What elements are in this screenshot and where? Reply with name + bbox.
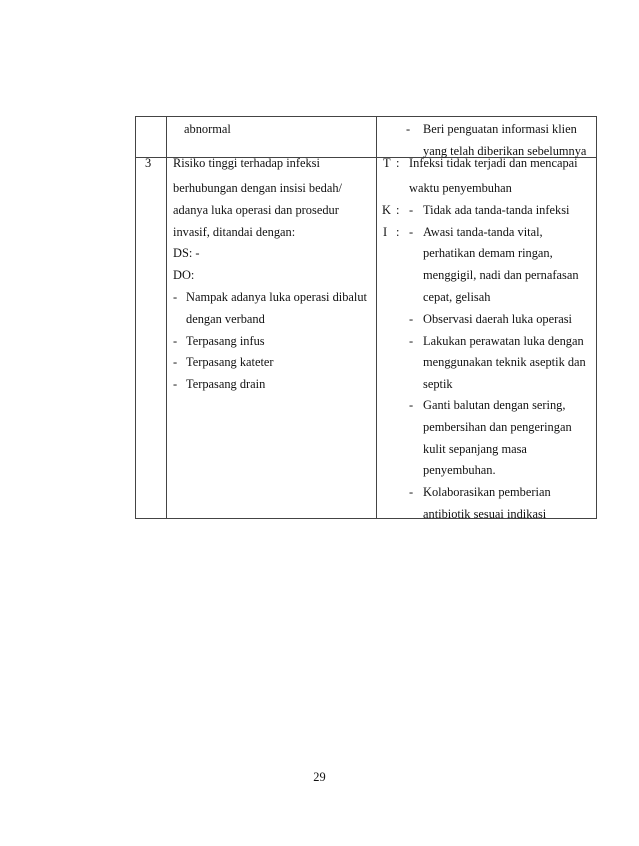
nursing-care-table <box>135 116 597 519</box>
goal-text: Infeksi tidak terjadi dan mencapai <box>409 156 578 170</box>
do-item-text: dengan verband <box>186 312 265 326</box>
goal-label: T <box>383 156 391 170</box>
label-colon: : <box>396 225 400 239</box>
intervention-text: perhatikan demam ringan, <box>423 246 553 260</box>
intervention-text: pembersihan dan pengeringan <box>423 420 572 434</box>
diagnosis-text: berhubungan dengan insisi bedah/ <box>173 181 342 195</box>
row-number: 3 <box>145 156 152 170</box>
bullet-dash: - <box>406 122 411 136</box>
goal-text: waktu penyembuhan <box>409 181 512 195</box>
intervention-text: Beri penguatan informasi klien <box>423 122 577 136</box>
bullet-dash: - <box>409 485 414 499</box>
criteria-label: K <box>382 203 391 217</box>
intervention-text: Ganti balutan dengan sering, <box>423 398 566 412</box>
diagnosis-text: adanya luka operasi dan prosedur <box>173 203 339 217</box>
bullet-dash: - <box>409 203 414 217</box>
intervention-text: antibiotik sesuai indikasi <box>423 507 547 521</box>
diagnosis-text: invasif, ditandai dengan: <box>173 225 296 239</box>
do-item-text: Nampak adanya luka operasi dibalut <box>186 290 367 304</box>
label-colon: : <box>396 156 400 170</box>
intervention-text: cepat, gelisah <box>423 290 491 304</box>
diagnosis-continued-text: abnormal <box>184 122 231 136</box>
intervention-text: yang telah diberikan sebelumnya <box>423 144 587 158</box>
do-item-text: Terpasang kateter <box>186 355 274 369</box>
intervention-text: kulit sepanjang masa <box>423 442 527 456</box>
intervention-text: Kolaborasikan pemberian <box>423 485 551 499</box>
intervention-text: Lakukan perawatan luka dengan <box>423 334 584 348</box>
column-divider-number <box>166 117 167 518</box>
bullet-dash: - <box>409 398 414 412</box>
intervention-label: I <box>383 225 388 239</box>
intervention-text: menggigil, nadi dan pernafasan <box>423 268 579 282</box>
bullet-dash: - <box>409 334 414 348</box>
do-item-text: Terpasang drain <box>186 377 266 391</box>
intervention-text: Observasi daerah luka operasi <box>423 312 572 326</box>
do-item-text: Terpasang infus <box>186 334 265 348</box>
do-label: DO: <box>173 268 195 282</box>
bullet-dash: - <box>409 312 414 326</box>
bullet-dash: - <box>173 290 178 304</box>
intervention-text: menggunakan teknik aseptik dan <box>423 355 586 369</box>
bullet-dash: - <box>409 225 414 239</box>
page-number: 29 <box>313 770 326 784</box>
intervention-text: penyembuhan. <box>423 463 496 477</box>
bullet-dash: - <box>173 355 178 369</box>
bullet-dash: - <box>173 334 178 348</box>
diagnosis-text: Risiko tinggi terhadap infeksi <box>173 156 320 170</box>
bullet-dash: - <box>173 377 178 391</box>
ds-label: DS: - <box>173 246 200 260</box>
label-colon: : <box>396 203 400 217</box>
criteria-text: Tidak ada tanda-tanda infeksi <box>423 203 570 217</box>
column-divider-diagnosis <box>376 117 377 518</box>
intervention-text: septik <box>423 377 453 391</box>
intervention-text: Awasi tanda-tanda vital, <box>423 225 543 239</box>
